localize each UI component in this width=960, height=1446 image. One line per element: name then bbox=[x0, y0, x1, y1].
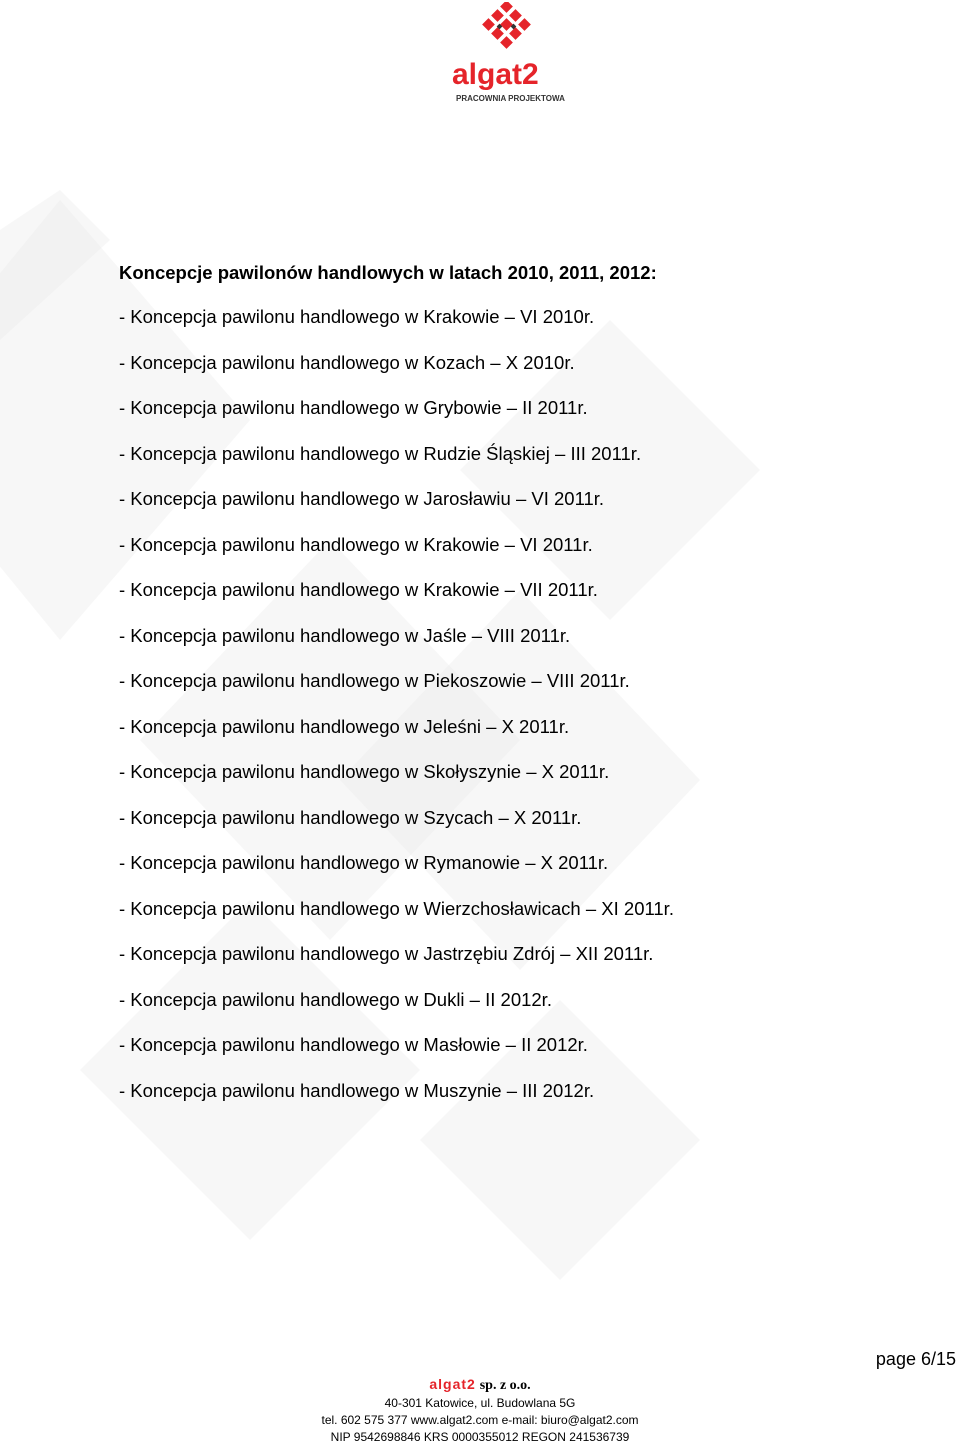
footer-registry: NIP 9542698846 KRS 0000355012 REGON 241536739 bbox=[330, 1430, 630, 1444]
list-item: - Koncepcja pawilonu handlowego w Wierzchosławicach – XI 2011r. bbox=[119, 897, 674, 919]
logo-subtitle: PRACOWNIA PROJEKTOWA bbox=[456, 94, 565, 103]
list-item: - Koncepcja pawilonu handlowego w Krakowie – VI 2011r. bbox=[119, 533, 593, 555]
list-item: - Koncepcja pawilonu handlowego w Krakowie – VII 2011r. bbox=[119, 579, 598, 600]
page-number: page 6/15 bbox=[875, 1349, 956, 1369]
document-body bbox=[119, 258, 879, 1124]
list-item: - Koncepcja pawilonu handlowego w Jaśle – VIII 2011r. bbox=[119, 624, 571, 646]
company-logo bbox=[440, 2, 580, 108]
list-item: - Koncepcja pawilonu handlowego w Masłowie – II 2012r. bbox=[119, 1034, 588, 1055]
logo-diamond-grid-icon bbox=[476, 2, 538, 56]
page-footer bbox=[0, 1375, 960, 1446]
list-item: - Koncepcja pawilonu handlowego w Krakowie – VI 2010r. bbox=[119, 306, 595, 327]
list-item: - Koncepcja pawilonu handlowego w Kozach – X 2010r. bbox=[119, 351, 575, 373]
list-item: - Koncepcja pawilonu handlowego w Muszynie – III 2012r. bbox=[119, 1079, 595, 1101]
footer-address: 40-301 Katowice, ul. Budowlana 5G bbox=[384, 1396, 576, 1410]
list-item: - Koncepcja pawilonu handlowego w Jastrzębiu Zdrój – XII 2011r. bbox=[119, 943, 654, 964]
list-item: - Koncepcja pawilonu handlowego w Rudzie Śląskiej – III 2011r. bbox=[119, 442, 642, 464]
list-item: - Koncepcja pawilonu handlowego w Jarosławiu – VI 2011r. bbox=[119, 488, 605, 509]
concept-list bbox=[119, 305, 879, 1124]
list-item: - Koncepcja pawilonu handlowego w Dukli – II 2012r. bbox=[119, 988, 552, 1010]
footer-company bbox=[0, 1375, 960, 1395]
list-item: - Koncepcja pawilonu handlowego w Skołyszynie – X 2011r. bbox=[119, 761, 610, 782]
section-heading: Koncepcje pawilonów handlowych w latach 2010, 2011, 2012: bbox=[119, 262, 657, 283]
list-item: - Koncepcja pawilonu handlowego w Rymanowie – X 2011r. bbox=[119, 852, 609, 873]
list-item: - Koncepcja pawilonu handlowego w Szycach – X 2011r. bbox=[119, 806, 582, 828]
footer-company-name: algat2 bbox=[429, 1376, 476, 1392]
list-item: - Koncepcja pawilonu handlowego w Grybowie – II 2011r. bbox=[119, 397, 588, 418]
list-item: - Koncepcja pawilonu handlowego w Piekoszowie – VIII 2011r. bbox=[119, 670, 630, 691]
logo-wordmark: algat2 bbox=[452, 58, 539, 91]
list-item: - Koncepcja pawilonu handlowego w Jeleśni – X 2011r. bbox=[119, 715, 570, 737]
footer-company-suffix: sp. z o.o. bbox=[479, 1378, 531, 1393]
footer-contact: tel. 602 575 377 www.algat2.com e-mail: biuro@algat2.com bbox=[321, 1413, 639, 1427]
